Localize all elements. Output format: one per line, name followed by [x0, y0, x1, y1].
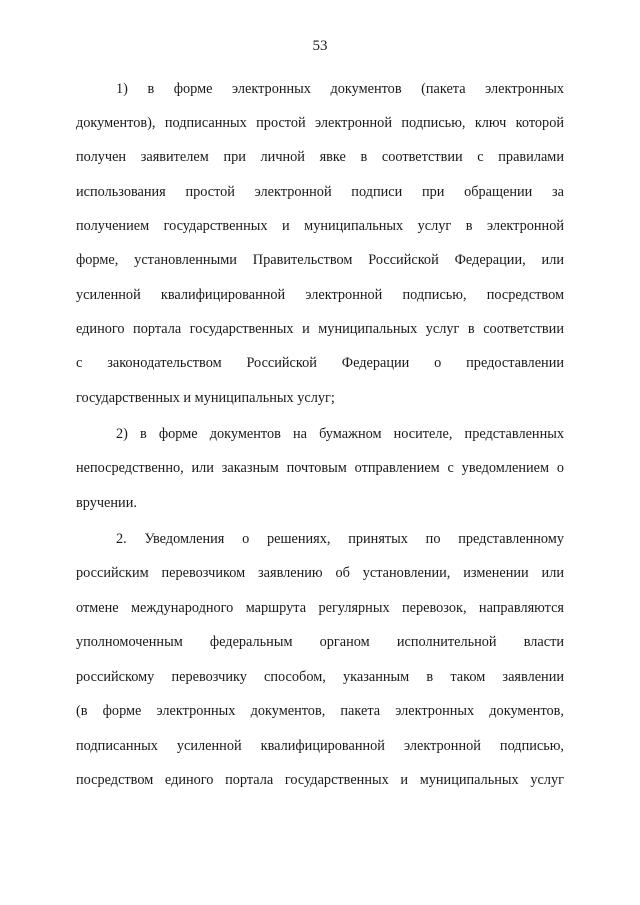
- text-line: единого портала государственных и муниципальных услуг в соответствии: [76, 321, 564, 337]
- text-line: уполномоченным федеральным органом исполнительной власти: [76, 634, 564, 650]
- text-line: использования простой электронной подписи при обращении за: [76, 184, 564, 200]
- text-line: 2) в форме документов на бумажном носителе, представленных: [116, 426, 564, 442]
- text-line: вручении.: [76, 495, 137, 511]
- text-line: получением государственных и муниципальных услуг в электронной: [76, 218, 564, 234]
- text-line: подписанных усиленной квалифицированной электронной подписью,: [76, 738, 564, 754]
- text-line: посредством единого портала государственных и муниципальных услуг: [76, 772, 564, 788]
- text-line: с законодательством Российской Федерации о предоставлении: [76, 355, 564, 371]
- text-line: 2. Уведомления о решениях, принятых по представленному: [116, 531, 564, 547]
- text-line: отмене международного маршрута регулярных перевозок, направляются: [76, 600, 564, 616]
- text-line: усиленной квалифицированной электронной подписью, посредством: [76, 287, 564, 303]
- text-line: форме, установленными Правительством Российской Федерации, или: [76, 252, 564, 268]
- text-line: получен заявителем при личной явке в соответствии с правилами: [76, 149, 564, 165]
- text-line: (в форме электронных документов, пакета электронных документов,: [76, 703, 564, 719]
- text-line: российским перевозчиком заявлению об установлении, изменении или: [76, 565, 564, 581]
- text-line: 1) в форме электронных документов (пакета электронных: [116, 81, 564, 97]
- text-line: непосредственно, или заказным почтовым отправлением с уведомлением о: [76, 460, 564, 476]
- text-line: российскому перевозчику способом, указанным в таком заявлении: [76, 669, 564, 685]
- text-line: документов), подписанных простой электронной подписью, ключ которой: [76, 115, 564, 131]
- page-number: 53: [312, 38, 328, 54]
- text-line: государственных и муниципальных услуг;: [76, 390, 335, 406]
